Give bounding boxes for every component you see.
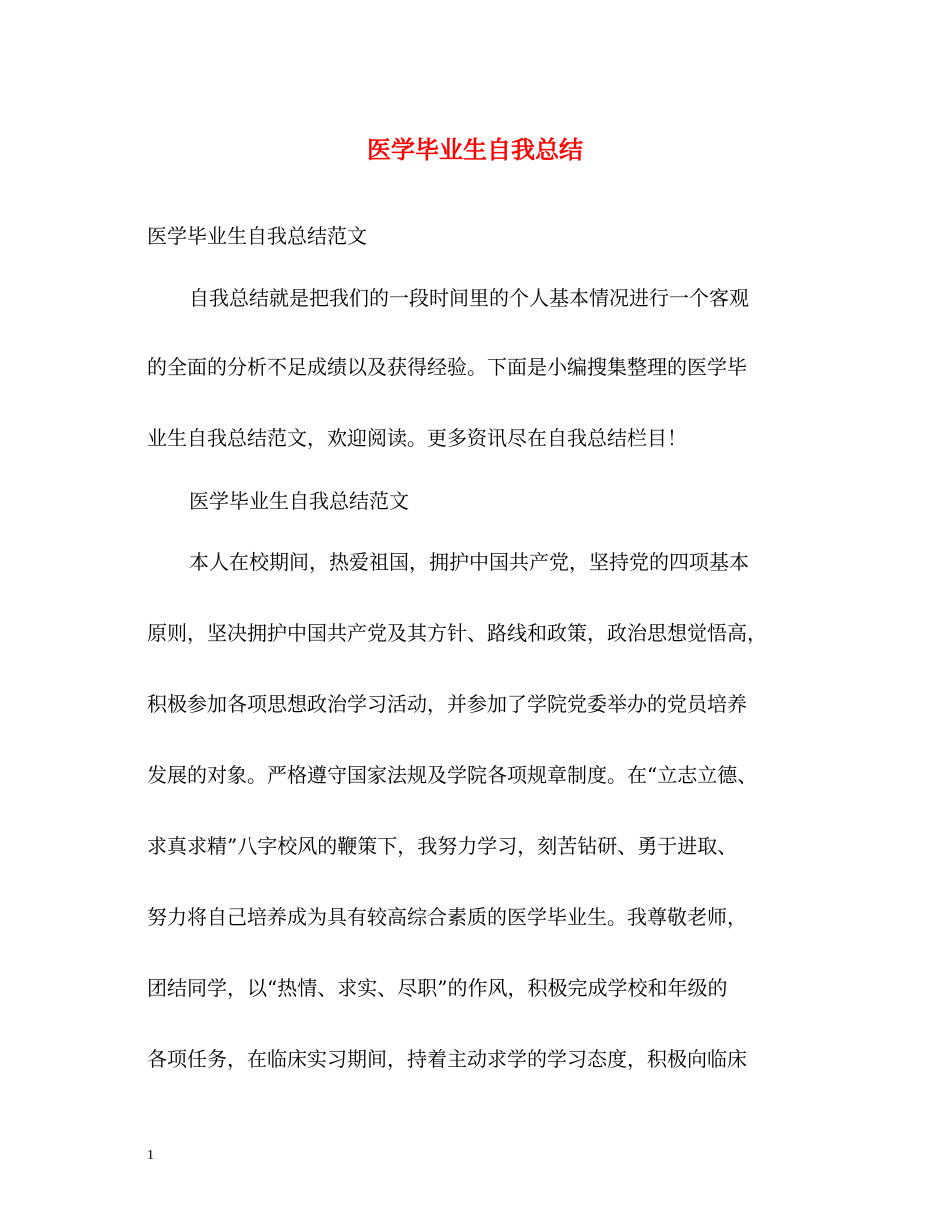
- section-heading: 医学毕业生自我总结范文: [189, 489, 409, 513]
- paragraph-line: 发展的对象。严格遵守国家法规及学院各项规章制度。在“立志立德、: [147, 763, 758, 787]
- paragraph-line: 努力将自己培养成为具有较高综合素质的医学毕业生。我尊敬老师，: [147, 905, 747, 929]
- paragraph-line: 团结同学，以“热情、求实、尽职”的作风，积极完成学校和年级的: [147, 976, 728, 1000]
- paragraph-line: 原则，坚决拥护中国共产党及其方针、路线和政策，政治思想觉悟高，: [147, 621, 767, 645]
- paragraph-line: 积极参加各项思想政治学习活动，并参加了学院党委举办的党员培养: [147, 692, 747, 716]
- paragraph-line: 本人在校期间，热爱祖国，拥护中国共产党，坚持党的四项基本: [189, 550, 749, 574]
- page-number: 1: [147, 1148, 154, 1163]
- paragraph-line: 业生自我总结范文，欢迎阅读。更多资讯尽在自我总结栏目！: [147, 426, 687, 450]
- document-subtitle: 医学毕业生自我总结范文: [147, 224, 367, 248]
- paragraph-line: 的全面的分析不足成绩以及获得经验。下面是小编搜集整理的医学毕: [147, 355, 747, 379]
- document-title: 医学毕业生自我总结: [367, 135, 583, 164]
- paragraph-line: 求真求精”八字校风的鞭策下，我努力学习，刻苦钻研、勇于进取、: [147, 834, 738, 858]
- paragraph-line: 各项任务，在临床实习期间，持着主动求学的学习态度，积极向临床: [147, 1047, 747, 1071]
- paragraph-line: 自我总结就是把我们的一段时间里的个人基本情况进行一个客观: [189, 286, 749, 310]
